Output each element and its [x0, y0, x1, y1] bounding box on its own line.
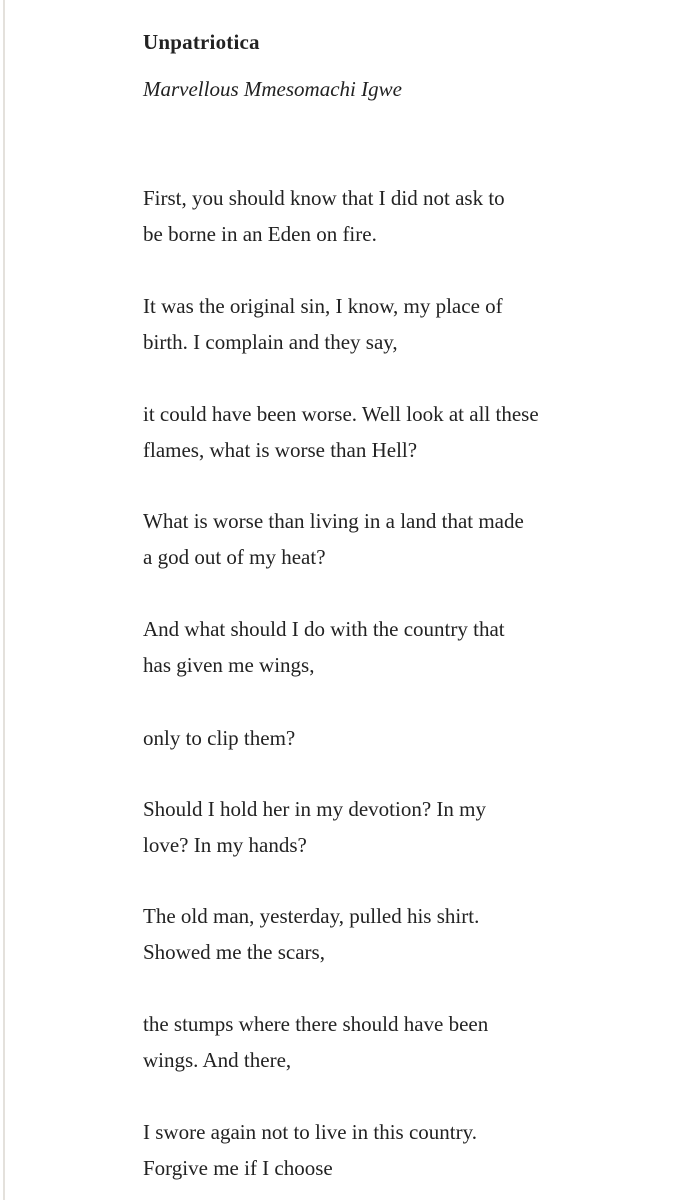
poem-title: Unpatriotica	[143, 30, 260, 54]
stanza	[143, 396, 539, 468]
poem-line: love? In my hands?	[143, 833, 307, 857]
poem-line: has given me wings,	[143, 653, 315, 677]
stanza	[143, 791, 486, 863]
stanza	[143, 1006, 488, 1078]
poem-line: First, you should know that I did not ask to	[143, 186, 505, 210]
stanza	[143, 180, 505, 252]
stanza	[143, 720, 295, 756]
stanza	[143, 611, 505, 683]
poem-line: The old man, yesterday, pulled his shirt.	[143, 904, 480, 928]
page-edge-divider	[3, 0, 5, 1200]
stanza	[143, 288, 503, 360]
poem-line: the stumps where there should have been	[143, 1012, 489, 1036]
poem-line: What is worse than living in a land that made	[143, 509, 524, 533]
poem-line: And what should I do with the country that	[143, 617, 505, 641]
poem-line: Should I hold her in my devotion? In my	[143, 797, 486, 821]
poem-line: flames, what is worse than Hell?	[143, 438, 418, 462]
stanza	[143, 1114, 477, 1186]
poem-line: only to clip them?	[143, 726, 296, 750]
stanza	[143, 503, 524, 575]
poem-line: wings. And there,	[143, 1048, 292, 1072]
poem-line: be borne in an Eden on fire.	[143, 222, 377, 246]
poem-line: it could have been worse. Well look at all these	[143, 402, 539, 426]
poem-author: Marvellous Mmesomachi Igwe	[143, 77, 402, 101]
poem-line: a god out of my heat?	[143, 545, 326, 569]
poem-line: It was the original sin, I know, my place of	[143, 294, 503, 318]
poem-line: birth. I complain and they say,	[143, 330, 398, 354]
poem-line: Showed me the scars,	[143, 940, 325, 964]
stanza	[143, 898, 479, 970]
poem-line: I swore again not to live in this country.	[143, 1120, 477, 1144]
poem-line: Forgive me if I choose	[143, 1156, 333, 1180]
